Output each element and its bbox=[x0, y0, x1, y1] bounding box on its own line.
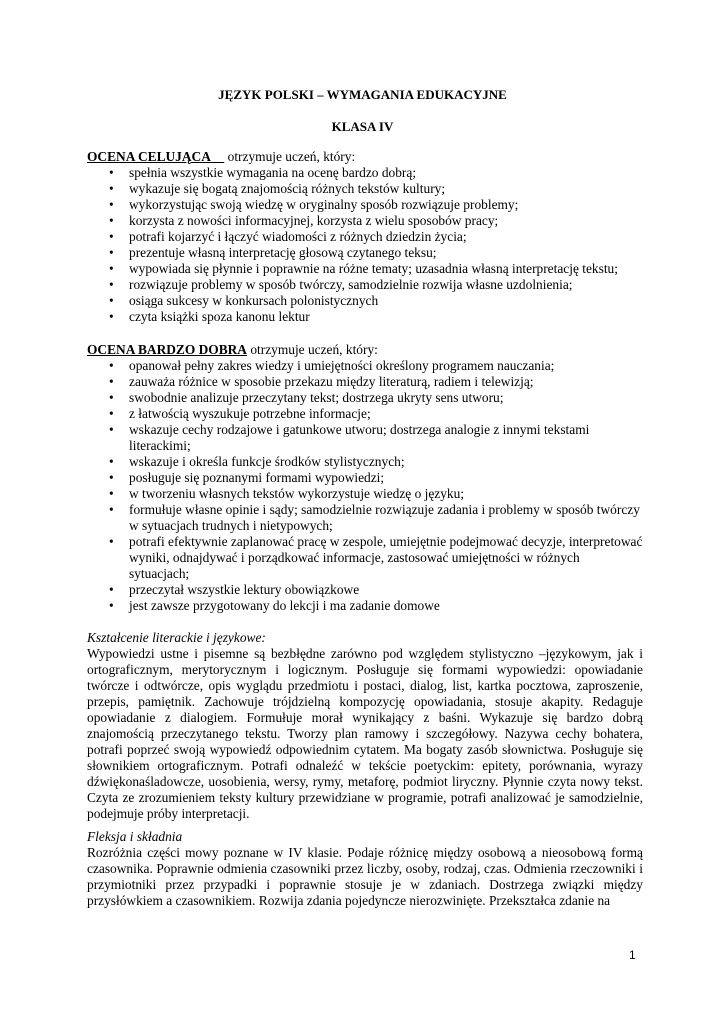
bullet-icon: • bbox=[109, 261, 114, 276]
section-heading-row bbox=[87, 342, 643, 358]
bullet-icon: • bbox=[109, 374, 114, 389]
bullet-icon: • bbox=[109, 213, 114, 228]
page-number: 1 bbox=[629, 948, 636, 962]
bullet-icon: • bbox=[109, 502, 114, 517]
section-subheading: Kształcenie literackie i językowe: bbox=[87, 630, 266, 645]
section-subheading: Fleksja i składnia bbox=[87, 829, 183, 844]
list-item: • potrafi kojarzyć i łączyć wiadomości z różnych dziedzin życia; bbox=[109, 229, 467, 244]
bullet-icon: • bbox=[109, 165, 114, 180]
list-item: • jest zawsze przygotowany do lekcji i ma zadanie domowe bbox=[109, 598, 440, 613]
list-item: • spełnia wszystkie wymagania na ocenę bardzo dobrą; bbox=[109, 165, 417, 180]
grade-heading: OCENA CELUJĄCA bbox=[87, 149, 211, 164]
bullet-icon: • bbox=[109, 358, 114, 373]
bullet-icon: • bbox=[109, 277, 114, 292]
list-item: • osiąga sukcesy w konkursach polonistycznych bbox=[109, 293, 379, 308]
document-title: JĘZYK POLSKI – WYMAGANIA EDUKACYJNE bbox=[218, 87, 507, 102]
bullet-icon: • bbox=[109, 197, 114, 212]
bullet-icon: • bbox=[109, 486, 114, 501]
grade-intro: otrzymuje uczeń, który: bbox=[250, 342, 378, 357]
requirements-list bbox=[87, 358, 643, 614]
bullet-icon: • bbox=[109, 582, 114, 597]
list-item: • korzysta z nowości informacyjnej, korzysta z wielu sposobów pracy; bbox=[109, 213, 499, 228]
bullet-icon: • bbox=[109, 534, 114, 549]
list-item: • formułuje własne opinie i sądy; samodzielnie rozwiązuje zadania i problemy w sposób twórczy w sytuacjach trudnych i nietypowych; bbox=[109, 502, 640, 533]
list-item: • z łatwością wyszukuje potrzebne informacje; bbox=[109, 406, 371, 421]
list-item: • potrafi efektywnie zaplanować pracę w zespole, umiejętnie podejmować decyzje, interpretować wyniki, odnajdywać i porządkować informacje, zastosować umiejętności w różnych sytuacjach; bbox=[109, 534, 643, 581]
bullet-icon: • bbox=[109, 422, 114, 437]
list-item: • wykazuje się bogatą znajomością różnych tekstów kultury; bbox=[109, 181, 446, 196]
bullet-icon: • bbox=[109, 470, 114, 485]
document-subtitle: KLASA IV bbox=[331, 119, 394, 134]
bullet-icon: • bbox=[109, 229, 114, 244]
section-fleksja bbox=[87, 829, 643, 909]
bullet-icon: • bbox=[109, 309, 114, 324]
section-heading-row bbox=[87, 149, 643, 165]
list-item: • swobodnie analizuje przeczytany tekst; dostrzega ukryty sens utworu; bbox=[109, 390, 504, 405]
list-item: • wskazuje cechy rodzajowe i gatunkowe utworu; dostrzega analogie z innymi tekstami literackimi; bbox=[109, 422, 590, 453]
bullet-icon: • bbox=[109, 245, 114, 260]
requirements-list bbox=[87, 165, 643, 325]
bullet-icon: • bbox=[109, 406, 114, 421]
list-item: • wskazuje i określa funkcje środków stylistycznych; bbox=[109, 454, 405, 469]
section-bardzo-dobra bbox=[87, 342, 643, 614]
list-item: • opanował pełny zakres wiedzy i umiejętności określony programem nauczania; bbox=[109, 358, 555, 373]
section-ksztalcenie bbox=[87, 630, 643, 822]
list-item: • prezentuje własną interpretację głosową czytanego teksu; bbox=[109, 245, 437, 260]
list-item: • czyta książki spoza kanonu lektur bbox=[109, 309, 310, 324]
bullet-icon: • bbox=[109, 293, 114, 308]
bullet-icon: • bbox=[109, 454, 114, 469]
section-paragraph: Wypowiedzi ustne i pisemne są bezbłędne zarówno pod względem stylistyczno –językowym, jak i ortograficznym, merytorycznym i logicznym. Posługuje się formami wypowiedzi: opowiadanie twórcze i odtwórcze, opis wyglądu przedmiotu i postaci, dialog, list, kartka pocztowa, zaproszenie, przepis, pamiętnik. Zachowuje trójdzielną kompozycję opowiadania, stosuje akapity. Redaguje opowiadanie z dialogiem. Formułuje morał wynikający z baśni. Wykazuje się bardzo dobrą znajomością przeczytanego tekstu. Tworzy plan ramowy i szczegółowy. Nazywa cechy bohatera, potrafi poprzeć swoją wypowiedź odpowiednim cytatem. Ma bogaty zasób słownictwa. Posługuje się słownikiem ortograficznym. Potrafi odnaleźć w tekście poetyckim: epitety, porównania, wyrazy dźwiękonaśladowcze, uosobienia, wersy, rymy, metaforę, podmiot liryczny. Płynnie czyta nowy tekst. Czyta ze zrozumieniem teksty kultury przewidziane w programie, potrafi analizować je samodzielnie, podejmuje próby interpretacji. bbox=[87, 646, 643, 821]
list-item: • w tworzeniu własnych tekstów wykorzystuje wiedzę o języku; bbox=[109, 486, 465, 501]
list-item: • wypowiada się płynnie i poprawnie na różne tematy; uzasadnia własną interpretację tekstu; bbox=[109, 261, 618, 276]
grade-heading: OCENA BARDZO DOBRA bbox=[87, 342, 247, 357]
list-item: • rozwiązuje problemy w sposób twórczy, samodzielnie rozwija własne uzdolnienia; bbox=[109, 277, 573, 292]
section-celujaca bbox=[87, 149, 643, 325]
bullet-icon: • bbox=[109, 390, 114, 405]
list-item: • posługuje się poznanymi formami wypowiedzi; bbox=[109, 470, 385, 485]
list-item: • przeczytał wszystkie lektury obowiązkowe bbox=[109, 582, 360, 597]
list-item: • zauważa różnice w sposobie przekazu między literaturą, radiem i telewizją; bbox=[109, 374, 534, 389]
grade-intro: otrzymuje uczeń, który: bbox=[227, 149, 356, 164]
section-paragraph: Rozróżnia części mowy poznane w IV klasie. Podaje różnicę między osobową a nieosobową formą czasownika. Poprawnie odmienia czasowniki przez liczby, osoby, rodzaj, czas. Odmienia rzeczowniki i przymiotniki przez przypadki i poprawnie stosuje je w zdaniach. Dostrzega związki między przysłówkiem a czasownikiem. Rozwija zdania pojedyncze nierozwinięte. Przekształca zdanie na bbox=[87, 845, 643, 908]
list-item: • wykorzystując swoją wiedzę w oryginalny sposób rozwiązuje problemy; bbox=[109, 197, 519, 212]
bullet-icon: • bbox=[109, 598, 114, 613]
bullet-icon: • bbox=[109, 181, 114, 196]
